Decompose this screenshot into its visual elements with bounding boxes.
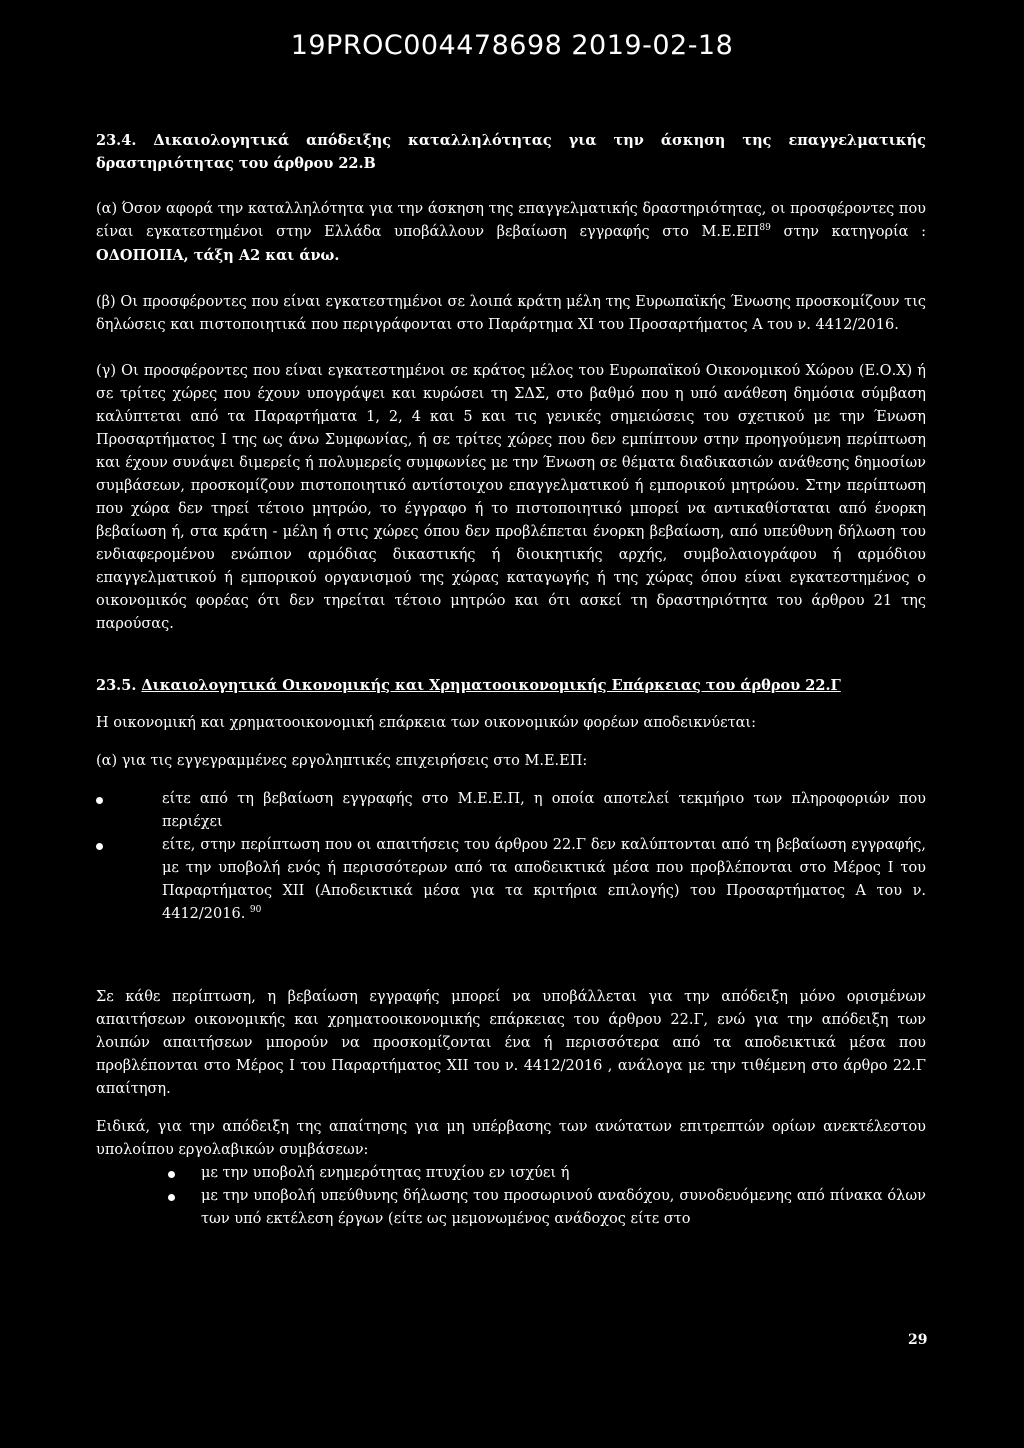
paragraph-23-4-a-text: (α) Όσον αφορά την καταλληλότητα για την άσκηση της επαγγελματικής δραστηριότητας, οι προσφέροντες που είναι εγκατεστημένοι στην Ελλάδα υποβάλλουν βεβαίωση εγγραφής στο Μ.Ε.ΕΠ: [96, 201, 926, 240]
list-item-text: είτε από τη βεβαίωση εγγραφής στο Μ.Ε.Ε.Π, η οποία αποτελεί τεκμήριο των πληροφοριών που περιέχει: [162, 791, 926, 830]
paragraph-23-4-a-text2: στην κατηγορία :: [770, 224, 926, 240]
list-item: [162, 788, 926, 834]
bullet-list-23-5-a: [96, 788, 926, 926]
bullet-icon: [168, 1194, 175, 1201]
paragraph-23-4-c: (γ) Οι προσφέροντες που είναι εγκατεστημένοι σε κράτος μέλος του Ευρωπαϊκού Οικονομικού Χώρου (Ε.Ο.Χ) ή σε τρίτες χώρες που έχουν υπογράψει και κυρώσει τη ΣΔΣ, στο βαθμό που η υπό ανάθεση δημόσια σύμβαση καλύπτεται από τα Παραρτήματα 1, 2, 4 και 5 και τις γενικές σημειώσεις του σχετικού με την Ένωση Προσαρτήματος I της ως άνω Συμφωνίας, ή σε τρίτες χώρες που δεν εμπίπτουν στην προηγούμενη περίπτωση και έχουν συνάψει διμερείς ή πολυμερείς συμφωνίες με την Ένωση σε θέματα διαδικασιών ανάθεσης δημοσίων συμβάσεων, προσκομίζουν πιστοποιητικό αντίστοιχου επαγγελματικού ή εμπορικού μητρώου. Στην περίπτωση που χώρα δεν τηρεί τέτοιο μητρώο, το έγγραφο ή το πιστοποιητικό μπορεί να αντικαθίσταται από ένορκη βεβαίωση ή, στα κράτη - μέλη ή στις χώρες όπου δεν προβλέπεται ένορκη βεβαίωση, από υπεύθυνη δήλωση του ενδιαφερομένου ενώπιον αρμόδιας δικαστικής ή διοικητικής αρχής, συμβολαιογράφου ή αρμόδιου επαγγελματικού ή εμπορικού οργανισμού της χώρας καταγωγής ή της χώρας όπου είναι εγκατεστημένος ο οικονομικός φορέας ότι δεν τηρείται τέτοιο μητρώο και ότι ασκεί τη δραστηριότητα του άρθρου 21 της παρούσας.: [96, 363, 926, 632]
list-item-text: με την υποβολή υπεύθυνης δήλωσης του προσωρινού αναδόχου, συνοδευόμενης από πίνακα όλων των υπό εκτέλεση έργων (είτε ως μεμονωμένος ανάδοχος είτε στο: [201, 1188, 926, 1227]
bullet-list-23-5-special: [96, 1162, 926, 1231]
bullet-icon: [96, 797, 103, 804]
document-id-header: 19PROC004478698 2019-02-18: [290, 30, 734, 61]
list-item-text: με την υποβολή ενημερότητας πτυχίου εν ισχύει ή: [201, 1165, 570, 1181]
bullet-icon: [168, 1171, 175, 1178]
footnote-ref-90[interactable]: 90: [249, 905, 262, 916]
document-body: [96, 120, 926, 1231]
paragraph-23-5-general: Σε κάθε περίπτωση, η βεβαίωση εγγραφής μπορεί να υποβάλλεται για την απόδειξη μόνο ορισμένων απαιτήσεων οικονομικής και χρηματοοικονομικής επάρκειας του άρθρου 22.Γ, ενώ για την απόδειξη των λοιπών απαιτήσεων μπορούν να προσκομίζονται ένα ή περισσότερα από τα αποδεικτικά μέσα που προβλέπονται στο Μέρος Ι του Παραρτήματος XII του ν. 4412/2016 , ανάλογα με την τιθέμενη στο άρθρο 22.Γ απαίτηση.: [96, 989, 926, 1097]
section-23-5-number: 23.5.: [96, 677, 142, 694]
paragraph-23-5-a: (α) για τις εγγεγραμμένες εργοληπτικές επιχειρήσεις στο Μ.Ε.ΕΠ:: [96, 753, 588, 769]
category-requirement: ΟΔΟΠΟΙΙΑ, τάξη Α2 και άνω.: [96, 247, 340, 264]
page-number: 29: [908, 1332, 928, 1348]
list-item: [201, 1162, 926, 1185]
bullet-icon: [96, 843, 103, 850]
section-23-5-heading: [96, 674, 926, 697]
paragraph-23-5-intro: Η οικονομική και χρηματοοικονομική επάρκεια των οικονομικών φορέων αποδεικνύεται:: [96, 715, 756, 731]
paragraph-23-4-b: (β) Οι προσφέροντες που είναι εγκατεστημένοι σε λοιπά κράτη μέλη της Ευρωπαϊκής Ένωσης προσκομίζουν τις δηλώσεις και πιστοποιητικά που περιγράφονται στο Παράρτημα XI του Προσαρτήματος Α του ν. 4412/2016.: [96, 294, 926, 333]
footnote-ref-89[interactable]: 89: [759, 223, 771, 234]
paragraph-23-5-special: Ειδικά, για την απόδειξη της απαίτησης για μη υπέρβασης των ανώτατων επιτρεπτών ορίων ανεκτέλεστου υπολοίπου εργολαβικών συμβάσεων:: [96, 1119, 926, 1158]
paragraph-23-4-a: [96, 198, 926, 268]
section-23-4-heading: 23.4. Δικαιολογητικά απόδειξης καταλληλότητας για την άσκηση της επαγγελματικής δραστηριότητας του άρθρου 22.Β: [96, 132, 926, 172]
list-item: [162, 834, 926, 926]
section-23-5-title: Δικαιολογητικά Οικονομικής και Χρηματοοικονομικής Επάρκειας του άρθρου 22.Γ: [141, 677, 841, 694]
list-item-text: είτε, στην περίπτωση που οι απαιτήσεις του άρθρου 22.Γ δεν καλύπτονται από τη βεβαίωση εγγραφής, με την υποβολή ενός ή περισσότερων από τα αποδεικτικά μέσα που προβλέπονται στο Μέρος Ι του Παραρτήματος XII (Αποδεικτικά μέσα για τα κριτήρια επιλογής) του Προσαρτήματος Α του ν. 4412/2016.: [162, 837, 926, 922]
list-item: [201, 1185, 926, 1231]
